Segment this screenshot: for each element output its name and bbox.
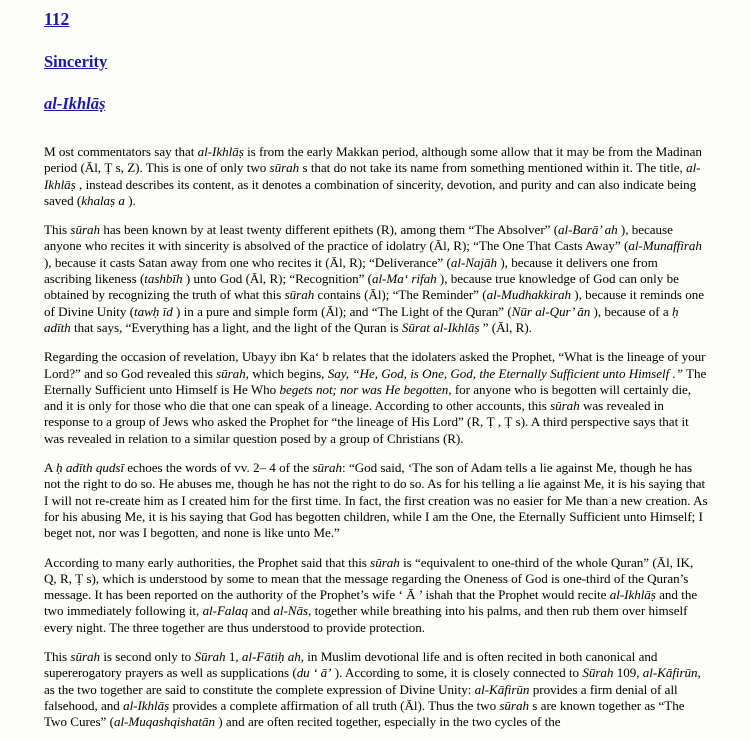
- body-paragraph: A ḥ adīth qudsī echoes the words of vv. 2– 4 of the sūrah: “God said, ‘The son of Adam tells a lie against Me, though he has not the right to do so. He abuses me, though he has not the right to do so. As for his telling a lie against Me, it is his saying that I will not re-create him as I created him for the first time. In fact, the first creation was no easier for Me than a new creation. As for his abusing Me, it is his saying that God has begotten children, while I am the One, the Eternally Sufficient unto Himself; I beget not, nor was I begotten, and none is like unto Me.”: [44, 460, 708, 541]
- body-paragraph: This sūrah has been known by at least twenty different epithets (R), among them “The Absolver” (al-Barā’ ah ), because anyone who recites it with sincerity is absolved of the practice of idolatry (Āl, R); “The One That Casts Away” (al-Munaffirah ), because it casts Satan away from one who recites it (Āl, R); “Deliverance” (al-Najāh ), because it delivers one from ascribing likeness (tashbīh ) unto God (Āl, R); “Recognition” (al-Ma‘ rifah ), because true knowledge of God can only be obtained by recognizing the truth of what this sūrah contains (Āl); “The Reminder” (al-Mudhakkirah ), because it reminds one of Divine Unity (tawḥ īd ) in a pure and simple form (Āl); and “The Light of the Quran” (Nūr al-Qur’ ān ), because of a ḥ adīth that says, “Everything has a light, and the light of the Quran is Sūrat al-Ikhlāṣ ” (Āl, R).: [44, 222, 704, 335]
- surah-title-row: [44, 54, 708, 72]
- surah-transliteration-row: [44, 96, 708, 114]
- page-content: [44, 0, 708, 731]
- surah-title-heading: Sincerity: [44, 52, 108, 71]
- page-number-row: [44, 11, 708, 30]
- body-paragraph: This sūrah is second only to Sūrah 1, al-Fātiḥ ah, in Muslim devotional life and is often recited in both canonical and supererogatory prayers as well as supplications (du ‘ ā’ ). According to some, it is closely connected to Sūrah 109, al-Kāfirūn, as the two together are said to constitute the complete expression of Divine Unity: al-Kāfirūn provides a firm denial of all falsehood, and al-Ikhlāṣ provides a complete affirmation of all truth (Āl). Thus the two sūrah s are known together as “The Two Cures” (al-Muqashqishatān ) and are often recited together, especially in the two cycles of the: [44, 649, 701, 730]
- page-number: 112: [44, 9, 70, 29]
- surah-transliteration-heading: al-Ikhlāṣ: [44, 94, 106, 113]
- body-paragraph: Regarding the occasion of revelation, Ubayy ibn Ka‘ b relates that the idolaters asked the Prophet, “What is the lineage of your Lord?” and so God revealed this sūrah, which begins, Say, “He, God, is One, God, the Eternally Sufficient unto Himself .” The Eternally Sufficient unto Himself is He Who begets not; nor was He begotten, for anyone who is begotten will certainly die, and it is only for those who die that one can speak of a lineage. According to other accounts, this sūrah was revealed in response to a group of Jews who asked the Prophet for “the lineage of His Lord” (R, Ṭ , Ṭ s). A third perspective says that it was revealed in relation to a similar question posed by a group of Christians (R).: [44, 349, 707, 446]
- body-paragraph: M ost commentators say that al-Ikhlāṣ is from the early Makkan period, although some allow that it may be from the Madinan period (Āl, Ṭ s, Z). This is one of only two sūrah s that do not take its name from something mentioned within it. The title, al-Ikhlāṣ , instead describes its content, as it denotes a combination of sincerity, devotion, and purity and can also indicate being saved (khalaṣ a ).: [44, 144, 702, 208]
- body-paragraph: According to many early authorities, the Prophet said that this sūrah is “equivalent to one-third of the whole Quran” (Āl, IK, Q, R, Ṭ s), which is understood by some to mean that the message regarding the Oneness of God is one-third of the Quran’s message. It has been reported on the authority of the Prophet’s wife ‘ Ā ’ ishah that the Prophet would recite al-Ikhlāṣ and the two immediately following it, al-Falaq and al-Nās, together while breathing into his palms, and then rub them over himself every night. The three together are thus understood to provide protection.: [44, 554, 698, 635]
